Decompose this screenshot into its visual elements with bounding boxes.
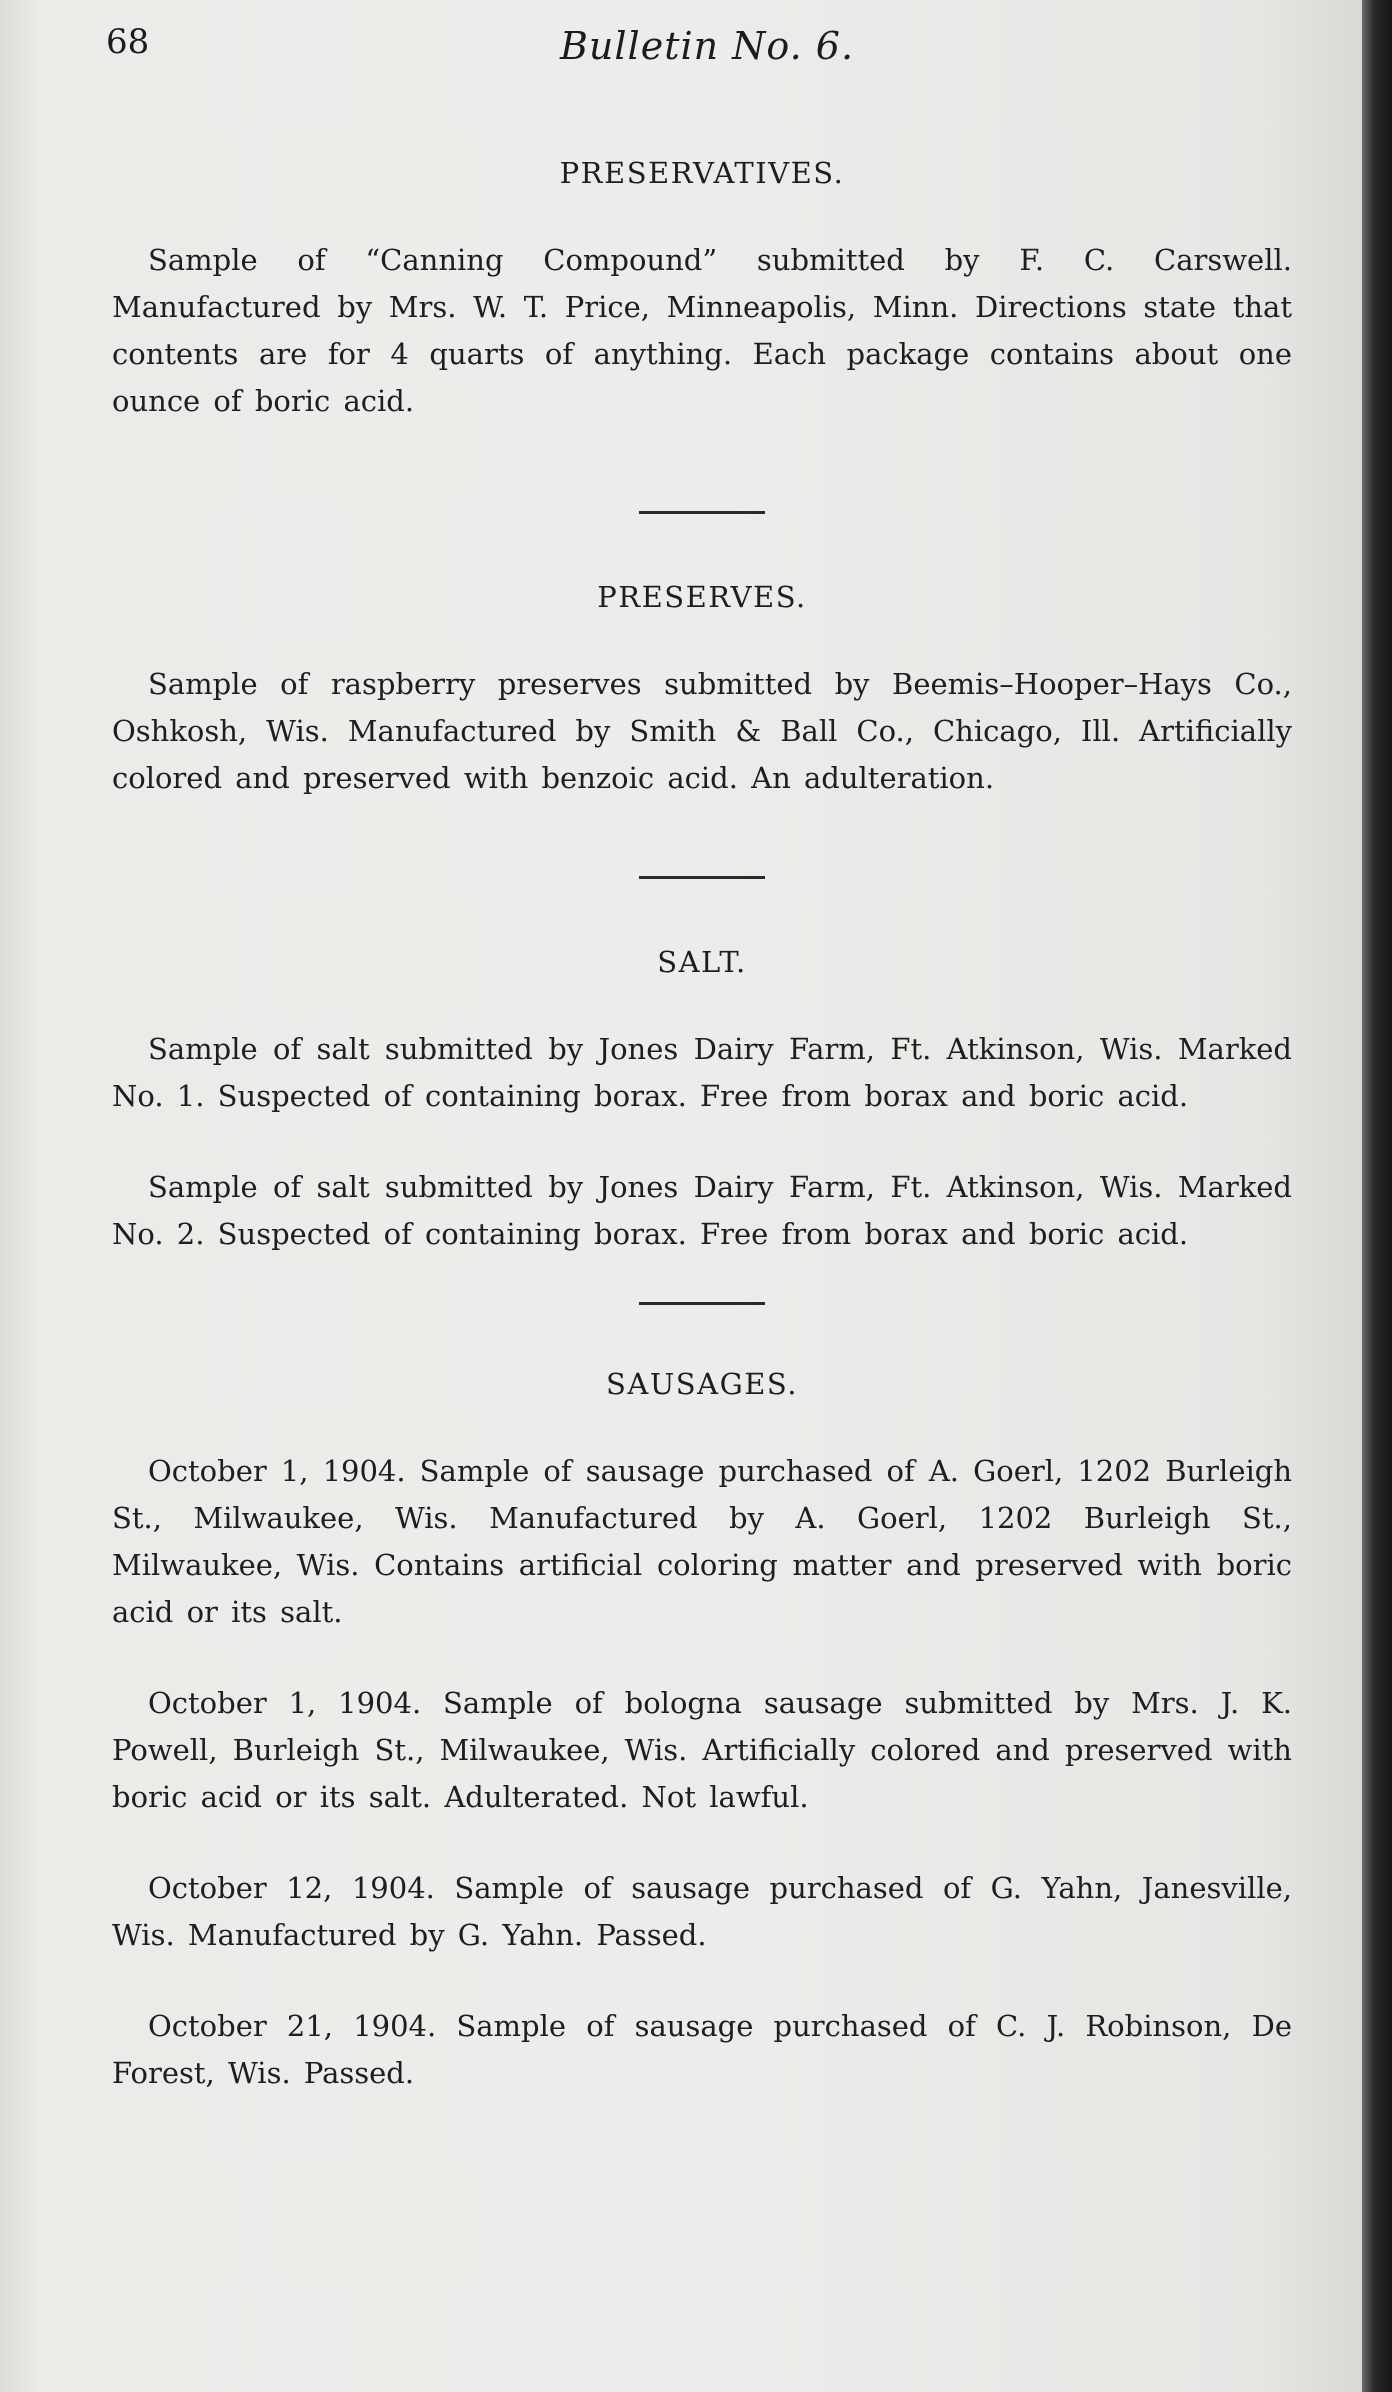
page-body xyxy=(112,150,1292,2097)
page-number: 68 xyxy=(106,22,150,62)
paragraph-salt-1: Sample of salt submitted by Jones Dairy Farm, Ft. Atkinson, Wis. Marked No. 1. Suspected of containing borax. Free from borax and boric acid. xyxy=(112,1032,1292,1113)
running-title: Bulletin No. 6. xyxy=(560,24,855,68)
section-heading-salt: SALT. xyxy=(657,945,747,979)
paragraph-preservatives: Sample of “Canning Compound” submitted by F. C. Carswell. Manufactured by Mrs. W. T. Price, Minneapolis, Minn. Directions state that contents are for 4 quarts of anything. Each package contains about one ounce of boric acid. xyxy=(112,243,1292,418)
paragraph-sausages-1: October 1, 1904. Sample of sausage purchased of A. Goerl, 1202 Burleigh St., Milwaukee, Wis. Manufactured by A. Goerl, 1202 Burleigh St., Milwaukee, Wis. Contains artificial coloring matter and preserved with boric acid or its salt. xyxy=(112,1454,1292,1629)
paragraph-sausages-2: October 1, 1904. Sample of bologna sausage submitted by Mrs. J. K. Powell, Burleigh St., Milwaukee, Wis. Artificially colored and preserved with boric acid or its salt. Adulterated. Not lawful. xyxy=(112,1686,1292,1814)
page-edge-shadow xyxy=(1362,0,1392,2392)
paragraph-preserves: Sample of raspberry preserves submitted by Beemis–Hooper–Hays Co., Oshkosh, Wis. Manufactured by Smith & Ball Co., Chicago, Ill. Artificially colored and preserved with benzoic acid. An adulteration. xyxy=(112,667,1292,795)
section-heading-preservatives: PRESERVATIVES. xyxy=(559,156,845,190)
paragraph-sausages-4: October 21, 1904. Sample of sausage purchased of C. J. Robinson, De Forest, Wis. Passed. xyxy=(112,2009,1292,2090)
section-heading-sausages: SAUSAGES. xyxy=(606,1367,798,1401)
page-header xyxy=(0,22,1362,82)
paragraph-salt-2: Sample of salt submitted by Jones Dairy Farm, Ft. Atkinson, Wis. Marked No. 2. Suspected of containing borax. Free from borax and boric acid. xyxy=(112,1170,1292,1251)
section-heading-preserves: PRESERVES. xyxy=(597,580,807,614)
paragraph-sausages-3: October 12, 1904. Sample of sausage purchased of G. Yahn, Janesville, Wis. Manufactured by G. Yahn. Passed. xyxy=(112,1871,1292,1952)
